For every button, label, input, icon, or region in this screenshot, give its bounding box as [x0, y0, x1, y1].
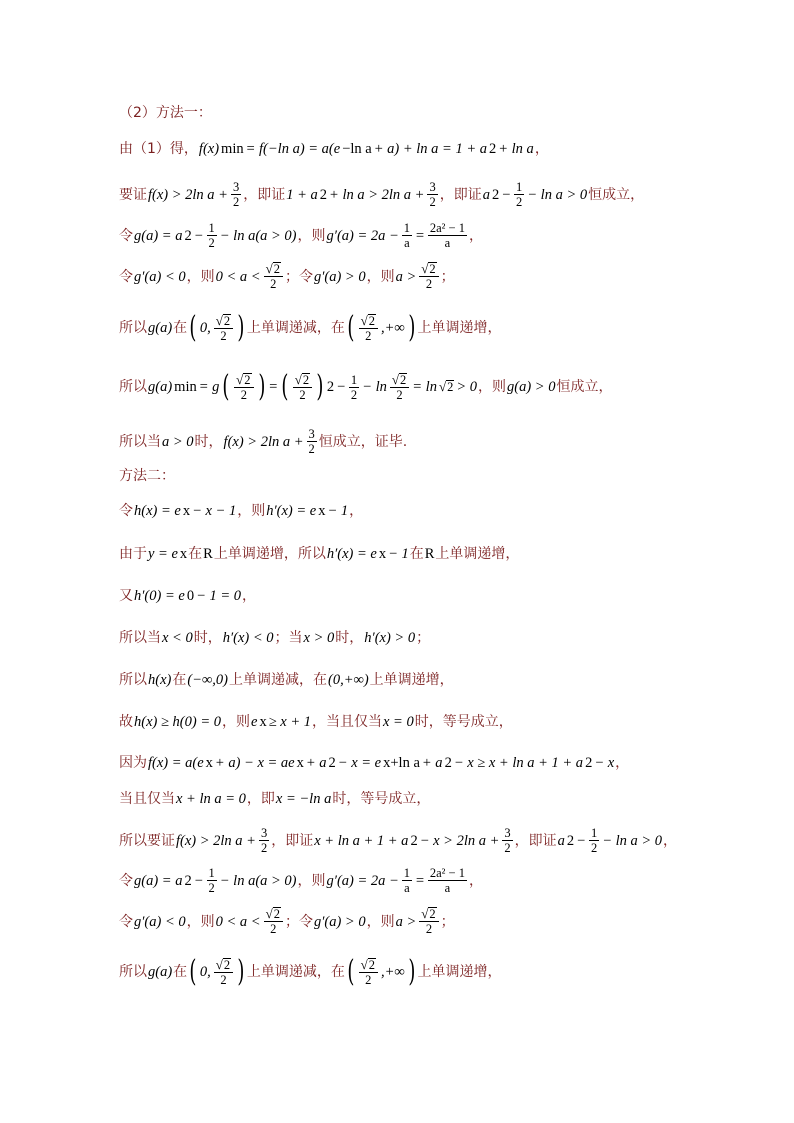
math: h(x) [148, 672, 172, 688]
text: 要证 [119, 186, 147, 203]
text: 又 [119, 588, 133, 604]
math: > 0 [456, 379, 478, 395]
text: ， [349, 503, 364, 519]
math: f(x) = a(e [148, 755, 204, 771]
text: 上单调递减，在 [246, 964, 345, 980]
fraction [307, 427, 317, 456]
denominator: 2 [350, 387, 358, 402]
radicand: 2 [273, 262, 280, 276]
math: − [576, 832, 586, 849]
method2-heading [119, 466, 175, 486]
text: 上单调递增，所以 [213, 546, 326, 562]
text: 令 [119, 872, 133, 889]
text: 恒成立，证毕. [318, 433, 408, 450]
text: ，即证 [514, 832, 557, 849]
math: (−∞,0) [187, 672, 228, 688]
text: ， [468, 227, 483, 244]
text: 上单调递增， [417, 320, 502, 336]
math: + ln a [498, 141, 534, 157]
denominator: 2 [240, 387, 247, 402]
formula-line-define-g2: 令 g(a) = a 2 − $\frac{1}{2}$ − ln a(a > 0) ，则 g′(a) = 2a − $\frac{1}{a}$ = $\frac{\text{2a² − 1}}{a}$ ， [119, 866, 483, 895]
math: h(x) = e [134, 503, 181, 519]
text: ，则 [186, 913, 215, 930]
fraction: √ 2 2 [214, 314, 233, 343]
fraction: √ 2 2 [359, 314, 378, 343]
math: − x ≥ x + ln a + 1 + a [453, 755, 584, 771]
numerator: 1 [590, 826, 598, 840]
denominator: 2 [270, 922, 277, 936]
text: 上单调递增， [369, 672, 454, 688]
text: ，则 [366, 268, 395, 285]
radicand: 2 [244, 372, 251, 387]
formula-line-define-h: 令 h(x) = e x − x − 1 ，则 h′(x) = e x − 1 ， [119, 503, 364, 519]
text: ，则 [186, 268, 215, 285]
text: 在 [173, 320, 188, 336]
math: − [193, 227, 204, 244]
sqrt: √ 2 [438, 379, 454, 394]
numerator: 2a² − 1 [429, 866, 465, 880]
formula-line-hprime: 由于 y = e x 在 R 上单调递增，所以 h′(x) = e x − 1 在 R 上单调递增， [119, 546, 520, 562]
fraction: √ 2 2 [419, 907, 438, 936]
text: 时， [194, 433, 223, 450]
denominator: 2 [308, 442, 315, 456]
formula-line-prove: 要证 f(x) > 2ln a + $\frac{3}{2}$ ，即证 1 + a 2 + ln a > 2ln a + $\frac{3}{2}$ ，即证 a 2 − $\frac{1}{2}$ − ln a > 0 恒成立， [119, 180, 645, 209]
denominator: 2 [260, 841, 268, 855]
fraction [428, 221, 467, 250]
text: 当且仅当 [119, 791, 175, 807]
radicand: 2 [429, 907, 436, 921]
math: − ln a(a > 0) [219, 227, 297, 244]
math: x < 0 [162, 630, 193, 646]
denominator: 2 [220, 972, 227, 987]
text: 所以 [119, 672, 147, 688]
math: x + ln a = 0 [176, 791, 246, 807]
denominator: 2 [504, 841, 511, 855]
text: ，则 [222, 714, 250, 730]
text: 由于 [119, 546, 147, 562]
math: h(x) ≥ h(0) = 0 [134, 714, 221, 730]
fraction: √ 2 2 [293, 373, 312, 402]
text: ，即证 [271, 832, 314, 849]
math: a > 0 [162, 433, 194, 450]
fraction: √ 2 2 [214, 958, 233, 987]
fraction [427, 180, 437, 209]
math: x = 0 [383, 714, 414, 730]
radicand: 2 [223, 313, 231, 328]
math: 1 + a [286, 186, 318, 203]
denominator: 2 [220, 328, 227, 343]
text: 时，等号成立， [332, 791, 431, 807]
text: ，则 [297, 872, 326, 889]
text: 令 [119, 227, 133, 244]
math: 0 < a < [215, 268, 261, 285]
text: 在 [173, 964, 188, 980]
math: f(x) > 2ln a + [176, 832, 256, 849]
math: − ln a(a > 0) [219, 872, 297, 889]
math: h′(x) = e [266, 503, 317, 519]
formula-line-sign-h [119, 628, 430, 648]
math: + a) + ln a = 1 + a [373, 141, 487, 157]
math: h′(0) = e [134, 588, 185, 604]
numerator: 1 [403, 221, 411, 235]
fraction: √ 2 2 [419, 262, 438, 291]
text: 由（1）得， [119, 141, 198, 157]
denominator: 2 [208, 881, 215, 895]
math: − [501, 186, 511, 203]
fraction [402, 866, 412, 895]
radicand: 2 [223, 957, 231, 972]
text: ， [615, 755, 630, 771]
radicand: 2 [429, 262, 436, 276]
fraction: √ 2 2 [359, 958, 378, 987]
formula-line-equality [119, 789, 430, 809]
math: a [482, 186, 490, 203]
math: = f(−ln a) = a(e [245, 141, 341, 157]
math: g(a) > 0 [507, 379, 556, 395]
radicand: 2 [447, 380, 454, 394]
text: ； [416, 630, 431, 646]
math: − ln a > 0 [602, 832, 663, 849]
fraction [428, 866, 467, 895]
math: = ln [412, 379, 437, 395]
formula-line-because: 因为 f(x) = a(e x + a) − x = ae x + a 2 − x = e x+ln a + a 2 − x ≥ x + ln a + 1 + a 2 − x ， [119, 755, 630, 771]
numerator: 3 [260, 826, 268, 840]
text: ； [440, 913, 455, 930]
text: 令 [119, 913, 133, 930]
formula-line-conclusion [119, 427, 407, 456]
radicand: 2 [302, 372, 310, 387]
text: ， [468, 872, 483, 889]
text: 因为 [119, 755, 147, 771]
numerator: 1 [350, 372, 358, 387]
text: 恒成立， [588, 186, 645, 203]
text: 所以当 [119, 433, 161, 450]
text: 所以当 [119, 630, 161, 646]
text: 令 [119, 503, 133, 519]
radicand: 2 [368, 313, 375, 328]
math: = [415, 872, 425, 889]
math: h′(x) < 0 [222, 630, 274, 646]
denominator: a [444, 881, 451, 895]
denominator: a [404, 236, 410, 250]
math: h′(x) > 0 [364, 630, 416, 646]
text: ，则 [366, 913, 395, 930]
math: g′(a) = 2a − [326, 227, 399, 244]
math: g′(a) > 0 [313, 268, 366, 285]
text: 上单调递增， [417, 964, 502, 980]
method1-heading [119, 103, 212, 123]
math: f(x) > 2ln a + [223, 433, 304, 450]
math: g(a) [148, 320, 173, 336]
denominator: 2 [232, 195, 240, 209]
math: g(a) = a [134, 872, 183, 889]
denominator: 2 [365, 328, 372, 343]
text: 在 [172, 672, 187, 688]
text: 所以要证 [119, 832, 175, 849]
math: + a [421, 755, 443, 771]
text: ，即 [246, 791, 275, 807]
fraction [514, 180, 524, 209]
text: 上单调递减，在 [229, 672, 327, 688]
math: − x > 2ln a + [419, 832, 500, 849]
fraction: √ 2 2 [264, 262, 283, 291]
math: − x = e [337, 755, 382, 771]
formula-line-prove2: 所以要证 f(x) > 2ln a + $\frac{3}{2}$ ，即证 x + ln a + 1 + a 2 − x > 2ln a + $\frac{3}{2}$ ，即证 a 2 − $\frac{1}{2}$ − ln a > 0 ， [119, 826, 678, 855]
math: − 1 [327, 503, 349, 519]
text: 时，等号成立， [414, 714, 513, 730]
formula-line-monotonic: 所以 g(a) 在 ( 0, √ 2 2 ) 上单调递减，在 ( √ 2 2 ,+∞ ) 上单调递增， [119, 310, 502, 345]
denominator: 2 [208, 236, 215, 250]
formula-line-define-g: 令 g(a) = a 2 − $\frac{1}{2}$ − ln a(a > 0) ，则 g′(a) = 2a − $\frac{1}{a}$ = $\frac{\text{2a² − 1}}{a}$ ， [119, 221, 483, 250]
text: 恒成立， [556, 379, 613, 395]
math: − x [594, 755, 615, 771]
denominator: 2 [590, 841, 598, 855]
text: ，即证 [439, 186, 482, 203]
math: − [193, 872, 204, 889]
math: ,+∞ [380, 964, 405, 980]
math: − [336, 379, 346, 395]
numerator: 1 [208, 866, 215, 880]
text: 所以 [119, 964, 147, 980]
numerator: 3 [429, 180, 436, 194]
denominator: 2 [516, 195, 523, 209]
fraction: √ 2 2 [234, 373, 253, 402]
denominator: 2 [365, 972, 372, 987]
formula-line-fmin: 由（1）得， f(x) min = f(−ln a) = a(e −ln a + a) + ln a = 1 + a 2 + ln a ， [119, 141, 549, 157]
denominator: 2 [425, 922, 433, 936]
text: ；令 [284, 268, 313, 285]
text: ， [242, 588, 257, 604]
numerator: 3 [232, 180, 240, 194]
math: a > [395, 913, 417, 930]
text: ，则 [297, 227, 326, 244]
text: ， [663, 832, 678, 849]
math: f(x) > 2ln a + [148, 186, 228, 203]
math: = [415, 227, 425, 244]
fraction [207, 866, 217, 895]
math: − ln a > 0 [527, 186, 588, 203]
fraction [349, 373, 359, 402]
math: a > [395, 268, 417, 285]
numerator: 1 [208, 221, 215, 235]
formula-line-sign [119, 262, 455, 291]
numerator: 1 [403, 866, 411, 880]
text: 上单调递减，在 [246, 320, 345, 336]
formula-line-inequality: 故 h(x) ≥ h(0) = 0 ，则 e x ≥ x + 1 ，当且仅当 x = 0 时，等号成立， [119, 714, 513, 730]
math: − ln [362, 379, 387, 395]
text: ，即证 [243, 186, 286, 203]
text: 时， [193, 630, 222, 646]
text: （2）方法一： [119, 105, 212, 121]
text: ， [534, 141, 549, 157]
math: + a) − x = ae [214, 755, 295, 771]
math: (0,+∞) [328, 672, 369, 688]
formula-line-h0: 又 h′(0) = e 0 − 1 = 0 ， [119, 588, 257, 604]
denominator: 2 [396, 387, 403, 402]
formula-line-monotonic2: 所以 g(a) 在 ( 0, √ 2 2 ) 上单调递减，在 ( √ 2 2 ,+∞ ) 上单调递增， [119, 954, 502, 989]
text: ；令 [284, 913, 313, 930]
text: 故 [119, 714, 133, 730]
math: 0 < a < [215, 913, 261, 930]
denominator: a [404, 881, 410, 895]
math: ≥ x + 1 [268, 714, 311, 730]
math: R [424, 546, 435, 562]
fraction [259, 826, 269, 855]
denominator: 2 [270, 277, 277, 291]
math: h′(x) = e [326, 546, 377, 562]
text: 所以 [119, 320, 147, 336]
radicand: 2 [368, 957, 375, 972]
math: + a [305, 755, 327, 771]
math: g′(a) < 0 [134, 913, 186, 930]
formula-line-sign2 [119, 907, 455, 936]
text: ，当且仅当 [312, 714, 382, 730]
math: R [203, 546, 213, 562]
math: x > 0 [303, 630, 335, 646]
fraction: √ 2 2 [390, 373, 409, 402]
math: g′(a) = 2a − [326, 872, 399, 889]
numerator: 1 [516, 180, 523, 194]
math: 0, [199, 964, 211, 980]
fraction [231, 180, 241, 209]
math: − 1 = 0 [196, 588, 242, 604]
fraction [207, 221, 217, 250]
math: − 1 [388, 546, 409, 562]
math: x = −ln a [275, 791, 332, 807]
denominator: 2 [425, 277, 433, 291]
text: ，则 [237, 503, 266, 519]
math: x + ln a + 1 + a [314, 832, 409, 849]
math: e [251, 714, 258, 730]
text: 时， [335, 630, 364, 646]
math: y = e [148, 546, 178, 562]
text: ，则 [478, 379, 507, 395]
denominator: 2 [429, 195, 436, 209]
math: g(a) = a [134, 227, 183, 244]
math: a [557, 832, 565, 849]
denominator: 2 [299, 387, 306, 402]
text: 令 [119, 268, 133, 285]
fraction: √ 2 2 [264, 907, 283, 936]
numerator: 3 [504, 826, 511, 840]
math: g′(a) > 0 [313, 913, 366, 930]
text: 方法二： [119, 468, 175, 484]
radicand: 2 [273, 907, 280, 921]
text: 在 [409, 546, 424, 562]
math: g(a) [148, 964, 173, 980]
math: g(a) [148, 379, 173, 395]
math: = [268, 379, 279, 395]
math: g′(a) < 0 [134, 268, 186, 285]
math: = g [198, 379, 220, 395]
text: ； [440, 268, 455, 285]
denominator: a [444, 236, 451, 250]
fraction [402, 221, 412, 250]
math: − x − 1 [192, 503, 237, 519]
text: 上单调递增， [435, 546, 520, 562]
math: f(x) [198, 141, 220, 157]
math: ,+∞ [380, 320, 405, 336]
text: 在 [188, 546, 203, 562]
radicand: 2 [400, 372, 407, 387]
numerator: 3 [308, 427, 315, 441]
fraction [502, 826, 512, 855]
text: ；当 [274, 630, 303, 646]
math: 0, [199, 320, 211, 336]
math: + ln a > 2ln a + [329, 186, 425, 203]
text: 所以 [119, 379, 147, 395]
formula-line-h-monotonic [119, 670, 454, 690]
fraction [589, 826, 599, 855]
formula-line-gmin: 所以 g(a) min = g ( √ 2 2 ) = ( √ 2 2 ) 2 − $\frac{1}{2}$ − ln √ 2 2 = ln √ 2 > 0 ，则 g(a) > 0 恒成立， [119, 369, 613, 404]
numerator: 2a² − 1 [429, 221, 465, 235]
